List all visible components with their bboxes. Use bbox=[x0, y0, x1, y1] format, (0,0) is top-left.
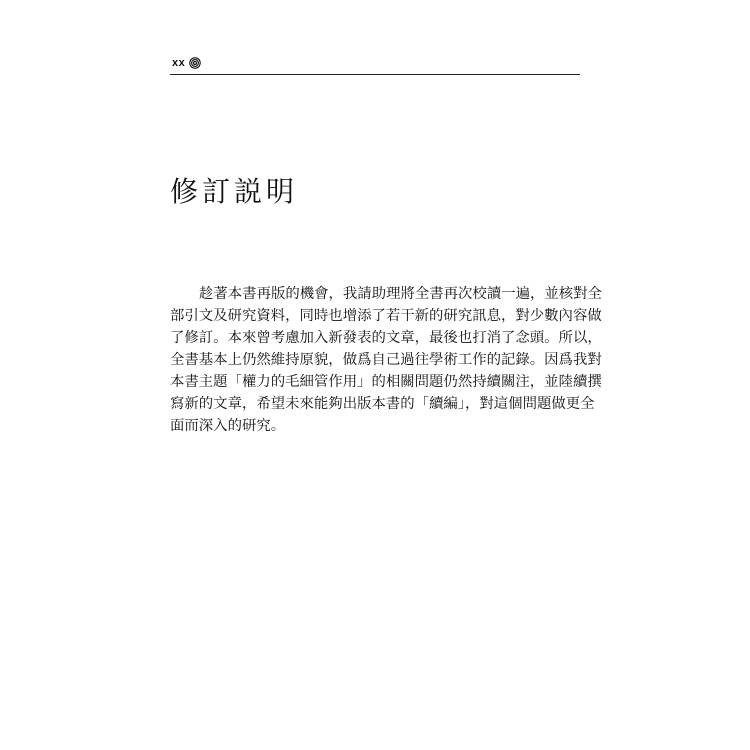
paragraph-line: 了修訂。本來曾考慮加入新發表的文章，最後也打消了念頭。所以， bbox=[170, 330, 602, 346]
paragraph-line: 寫新的文章，希望未來能夠出版本書的「續編」，對這個問題做更全 bbox=[170, 396, 595, 412]
page-number: xx bbox=[172, 57, 186, 69]
spiral-ornament-icon bbox=[189, 57, 201, 69]
paragraph-line: 本書主題「權力的毛細管作用」的相關問題仍然持續關注，並陸續撰 bbox=[170, 374, 602, 390]
paragraph-line: 全書基本上仍然維持原貌，做爲自己過往學術工作的記錄。因爲我對 bbox=[170, 352, 602, 368]
body-paragraph bbox=[170, 283, 602, 437]
paragraph-line: 面而深入的研究。 bbox=[170, 418, 286, 434]
section-title: 修訂説明 bbox=[170, 175, 299, 208]
running-header bbox=[170, 56, 580, 75]
paragraph-line: 趁著本書再版的機會，我請助理將全書再次校讀一遍，並核對全 bbox=[199, 286, 602, 302]
paragraph-line: 部引文及研究資料，同時也增添了若干新的研究訊息，對少數內容做 bbox=[170, 308, 602, 324]
